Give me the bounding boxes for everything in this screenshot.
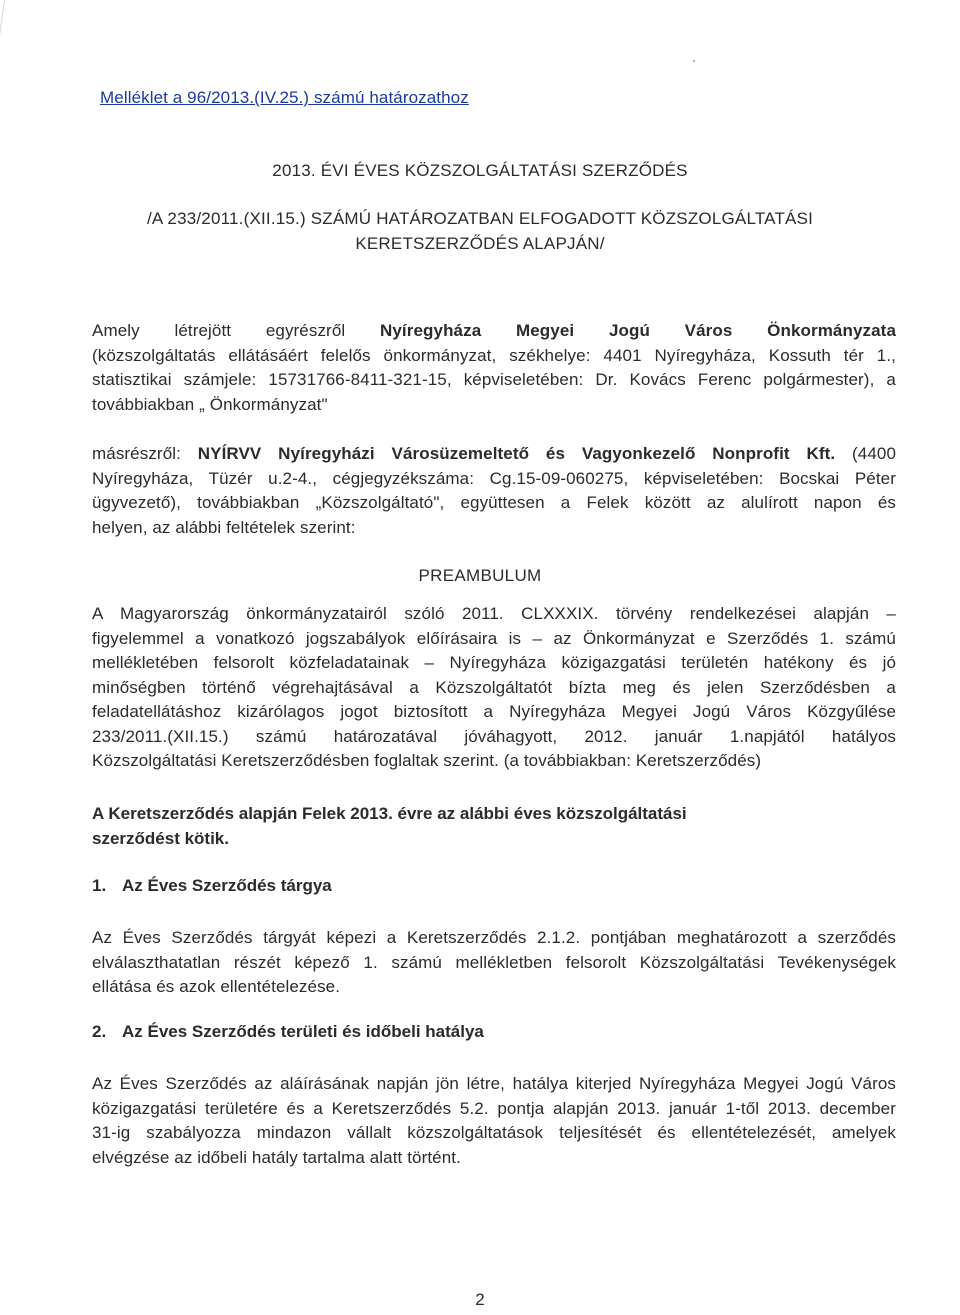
section-2-number: 2. [92, 1022, 107, 1041]
preambulum-line: 233/2011.(XII.15.) számú határozatával jóváhagyott, 2012. január 1.napjától hatályos [92, 726, 896, 746]
section-1-heading [92, 876, 332, 896]
agreement-line-2: szerződést kötik. [92, 828, 229, 848]
preambulum-paragraph [92, 602, 896, 774]
preambulum-line: Közszolgáltatási Keretszerződésben foglaltak szerint. (a továbbiakban: Keretszerződés) [92, 751, 762, 770]
document-subtitle-line-2: KERETSZERZŐDÉS ALAPJÁN/ [355, 234, 605, 253]
agreement-statement [92, 802, 896, 851]
section-1-line: ellátása és azok ellentételezése. [92, 977, 341, 996]
section-1-line: Az Éves Szerződés tárgyát képezi a Keretszerződés 2.1.2. pontjában meghatározott a szerződés [92, 928, 896, 947]
party-1-name: Nyíregyháza Megyei Jogú Város Önkormányzata [380, 321, 896, 340]
section-2-line: 31-ig szabályozza mindazon vállalt közszolgáltatások teljesítését és ellentételezését, amelyek [92, 1123, 896, 1142]
preambulum-line: figyelemmel a vonatkozó jogszabályok előírásaira is – az Önkormányzat e Szerződés 1. számú [92, 628, 896, 648]
party-2-line-2: Nyíregyháza, Tüzér u.2-4., cégjegyzékszáma: Cg.15-09-060275, képviseletében: Bocskai Péter [92, 468, 896, 488]
section-1-line: elválaszthatatlan részét képező 1. számú mellékletben felsorolt Közszolgáltatási Tevékenységek [92, 952, 896, 972]
party-2-name: NYÍRVV Nyíregyházi Városüzemeltető és Vagyonkezelő Nonprofit Kft. [197, 444, 836, 463]
party-2-line-1 [92, 442, 896, 467]
party-2-intro: másrészről: [92, 444, 181, 463]
section-2-line: közigazgatási területére és a Keretszerződés 5.2. pontja alapján 2013. január 1-től 2013. december [92, 1098, 896, 1118]
section-1-number: 1. [92, 876, 107, 895]
document-subtitle-line-1: /A 233/2011.(XII.15.) SZÁMÚ HATÁROZATBAN ELFOGADOTT KÖZSZOLGÁLTATÁSI [146, 209, 814, 228]
section-2-line: elvégzése az időbeli hatály tartalma alatt történt. [92, 1147, 461, 1167]
page-number: 2 [475, 1290, 485, 1309]
party-1-line-2: (közszolgáltatás ellátásáért felelős önkormányzat, székhelye: 4401 Nyíregyháza, Kossuth tér 1., [92, 345, 896, 365]
preambulum-line: A Magyarország önkormányzatairól szóló 2011. CLXXXIX. törvény rendelkezései alapján – [92, 604, 896, 623]
party-1-intro: Amely létrejött egyrészről [92, 321, 346, 340]
party-1-paragraph [92, 319, 896, 417]
party-2-address-start: (4400 [852, 444, 897, 463]
section-2-paragraph [92, 1072, 896, 1170]
document-title: 2013. ÉVI ÉVES KÖZSZOLGÁLTATÁSI SZERZŐDÉS [272, 161, 688, 180]
scan-artifact-line [0, 0, 23, 125]
party-2-paragraph [92, 442, 896, 540]
section-2-title: Az Éves Szerződés területi és időbeli hatálya [122, 1022, 484, 1041]
section-2-line: Az Éves Szerződés az aláírásának napján jön létre, hatálya kiterjed Nyíregyháza Megyei Jogú Város [92, 1074, 896, 1093]
party-1-line-1 [92, 319, 896, 344]
annex-note: Melléklet a 96/2013.(IV.25.) számú határozathoz [100, 88, 469, 107]
section-1-title: Az Éves Szerződés tárgya [122, 876, 332, 895]
party-2-line-3: ügyvezető), továbbiakban „Közszolgáltató", együttesen a Felek között az alulírott napon és [92, 493, 896, 512]
preambulum-heading: PREAMBULUM [418, 566, 542, 585]
agreement-line-1: A Keretszerződés alapján Felek 2013. évre az alábbi éves közszolgáltatási [92, 804, 687, 823]
preambulum-line: minőségben történő végrehajtásával a Közszolgáltatót bízta meg és jelen Szerződésben a [92, 677, 896, 697]
party-1-line-4: továbbiakban „ Önkormányzat" [92, 394, 328, 414]
scan-artifact-dot [693, 60, 695, 62]
preambulum-line: mellékletében felsorolt közfeladatainak – Nyíregyháza közigazgatási területén hatékony és jó [92, 653, 896, 672]
party-2-line-4: helyen, az alábbi feltételek szerint: [92, 517, 356, 537]
preambulum-line: feladatellátáshoz kizárólagos jogot biztosított a Nyíregyháza Megyei Jogú Város Közgyűlése [92, 702, 896, 721]
section-1-paragraph [92, 926, 896, 1000]
section-2-heading [92, 1022, 484, 1042]
party-1-line-3: statisztikai számjele: 15731766-8411-321-15, képviseletében: Dr. Kovács Ferenc polgármester), a [92, 370, 896, 389]
